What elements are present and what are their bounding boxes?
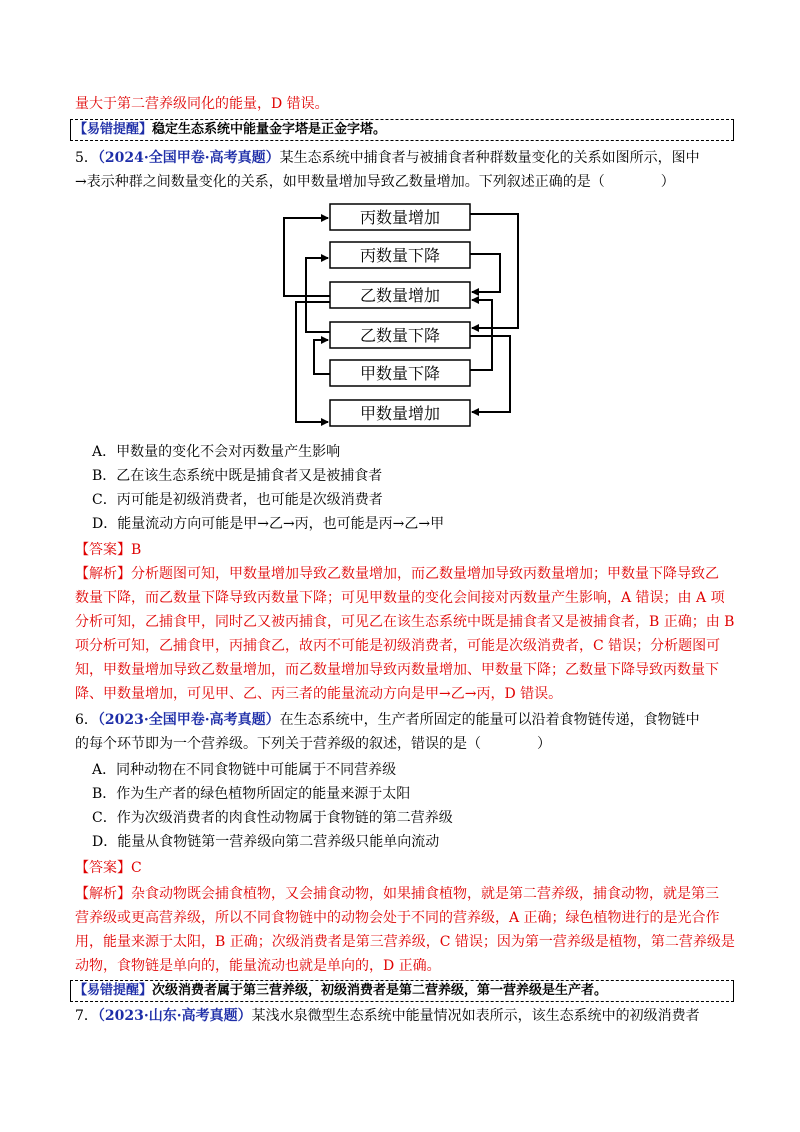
- q5-analysis-line3: 分析可知，乙捕食甲，同时乙又被丙捕食，可见乙在该生态系统中既是捕食者又是被捕食者，B 正确；由 B: [75, 614, 735, 630]
- q5-option-a: A．甲数量的变化不会对丙数量产生影响: [92, 444, 341, 460]
- q7-stem-text: 某浅水泉微型生态系统中能量情况如表所示，该生态系统中的初级消费者: [251, 1008, 700, 1024]
- intro-analysis-line: 量大于第二营养级同化的能量，D 错误。: [75, 96, 329, 112]
- q6-analysis-line1: 【解析】杂食动物既会捕食植物，又会捕食动物，如果捕食植物，就是第二营养级，捕食动物，就是第三: [75, 886, 719, 902]
- q5-option-d: D．能量流动方向可能是甲→乙→丙，也可能是丙→乙→甲: [92, 516, 445, 532]
- q6-option-d: D．能量从食物链第一营养级向第二营养级只能单向流动: [92, 834, 440, 850]
- q5-source: （2024·全国甲卷·高考真题）: [97, 150, 280, 166]
- q6-analysis-line3: 用，能量来源于太阳，B 正确；次级消费者是第三营养级，C 错误；因为第一营养级是植物，第二营养级是: [75, 934, 735, 950]
- q6-option-b: B．作为生产者的绿色植物所固定的能量来源于太阳: [92, 786, 411, 802]
- analysis-label: 【解析】: [75, 566, 131, 582]
- q7-stem-line1: [75, 1004, 735, 1028]
- q5-analysis-line4: 项分析可知，乙捕食甲，丙捕食乙，故丙不可能是初级消费者，可能是次级消费者，C 错误；分析题图可: [75, 638, 721, 654]
- q5-option-c: C．丙可能是初级消费者，也可能是次级消费者: [92, 492, 383, 508]
- q5-analysis-line5: 知，甲数量增加导致乙数量增加，而乙数量增加导致丙数量增加、甲数量下降；乙数量下降导致丙数量下: [75, 662, 719, 678]
- arrow-bing-dec-to-yi-inc: [470, 254, 500, 292]
- tip-box-2: [70, 980, 734, 1002]
- answer-value: C: [131, 860, 142, 876]
- tip-label: 【易错提醒】: [74, 122, 153, 137]
- q6-option-c: C．作为次级消费者的肉食性动物属于食物链的第二营养级: [92, 810, 453, 826]
- tip-text: 稳定生态系统中能量金字塔是正金字塔。: [152, 122, 387, 137]
- box-label-jia-increase: 甲数量增加: [359, 404, 441, 423]
- arrow-jia-dec-to-yi-dec: [314, 340, 330, 374]
- q7-source: （2023·山东·高考真题）: [97, 1008, 252, 1024]
- population-flow-diagram: [270, 196, 530, 432]
- arrow-bing-inc-to-yi-dec: [470, 214, 518, 328]
- q5-analysis-line6: 降、甲数量增加，可见甲、乙、丙三者的能量流动方向是甲→乙→丙，D 错误。: [75, 686, 563, 702]
- q6-option-a: A．同种动物在不同食物链中可能属于不同营养级: [92, 762, 397, 778]
- analysis-label: 【解析】: [75, 886, 131, 902]
- tip-label: 【易错提醒】: [74, 983, 153, 998]
- box-label-yi-increase: 乙数量增加: [359, 286, 441, 305]
- box-label-bing-decrease: 丙数量下降: [359, 246, 441, 265]
- q5-analysis-line1: 【解析】分析题图可知，甲数量增加导致乙数量增加，而乙数量增加导致丙数量增加；甲数量下降导致乙: [75, 566, 719, 582]
- q6-source: （2023·全国甲卷·高考真题）: [97, 712, 280, 728]
- q6-answer: [75, 856, 735, 880]
- box-label-jia-decrease: 甲数量下降: [359, 364, 441, 383]
- answer-label: 【答案】: [75, 860, 131, 876]
- q5-stem-text: 某生态系统中捕食者与被捕食者种群数量变化的关系如图所示，图中: [279, 150, 700, 166]
- q6-stem-text: 在生态系统中，生产者所固定的能量可以沿着食物链传递，食物链中: [279, 712, 700, 728]
- q6-analysis-line4: 动物，食物链是单向的，能量流动也就是单向的，D 正确。: [75, 958, 441, 974]
- q6-analysis-line2: 营养级或更高营养级，所以不同食物链中的动物会处于不同的营养级，A 正确；绿色植物进行的是光合作: [75, 910, 720, 926]
- arrow-yi-dec-to-jia-inc: [470, 336, 510, 412]
- box-label-yi-decrease: 乙数量下降: [359, 326, 441, 345]
- answer-label: 【答案】: [75, 542, 131, 558]
- box-label-bing-increase: 丙数量增加: [359, 208, 441, 227]
- q5-number: 5．: [75, 150, 98, 166]
- q6-stem-line1: [75, 708, 735, 732]
- tip-box-1: [70, 119, 734, 141]
- q6-number: 6．: [75, 712, 98, 728]
- q5-stem-line1: [75, 146, 735, 170]
- q6-stem-line2: 的每个环节即为一个营养级。下列关于营养级的叙述，错误的是（ ）: [75, 736, 551, 752]
- q5-option-b: B．乙在该生态系统中既是捕食者又是被捕食者: [92, 468, 383, 484]
- q5-analysis-line2: 数量下降，而乙数量下降导致丙数量下降；可见甲数量的变化会间接对丙数量产生影响，A 错误；由 A 项: [75, 590, 725, 606]
- q7-number: 7．: [75, 1008, 98, 1024]
- tip-text: 次级消费者属于第三营养级，初级消费者是第二营养级，第一营养级是生产者。: [152, 983, 608, 998]
- q5-answer: [75, 538, 735, 562]
- q5-stem-line2: →表示种群之间数量变化的关系，如甲数量增加导致乙数量增加。下列叙述正确的是（ ）: [75, 174, 675, 190]
- answer-value: B: [131, 542, 142, 558]
